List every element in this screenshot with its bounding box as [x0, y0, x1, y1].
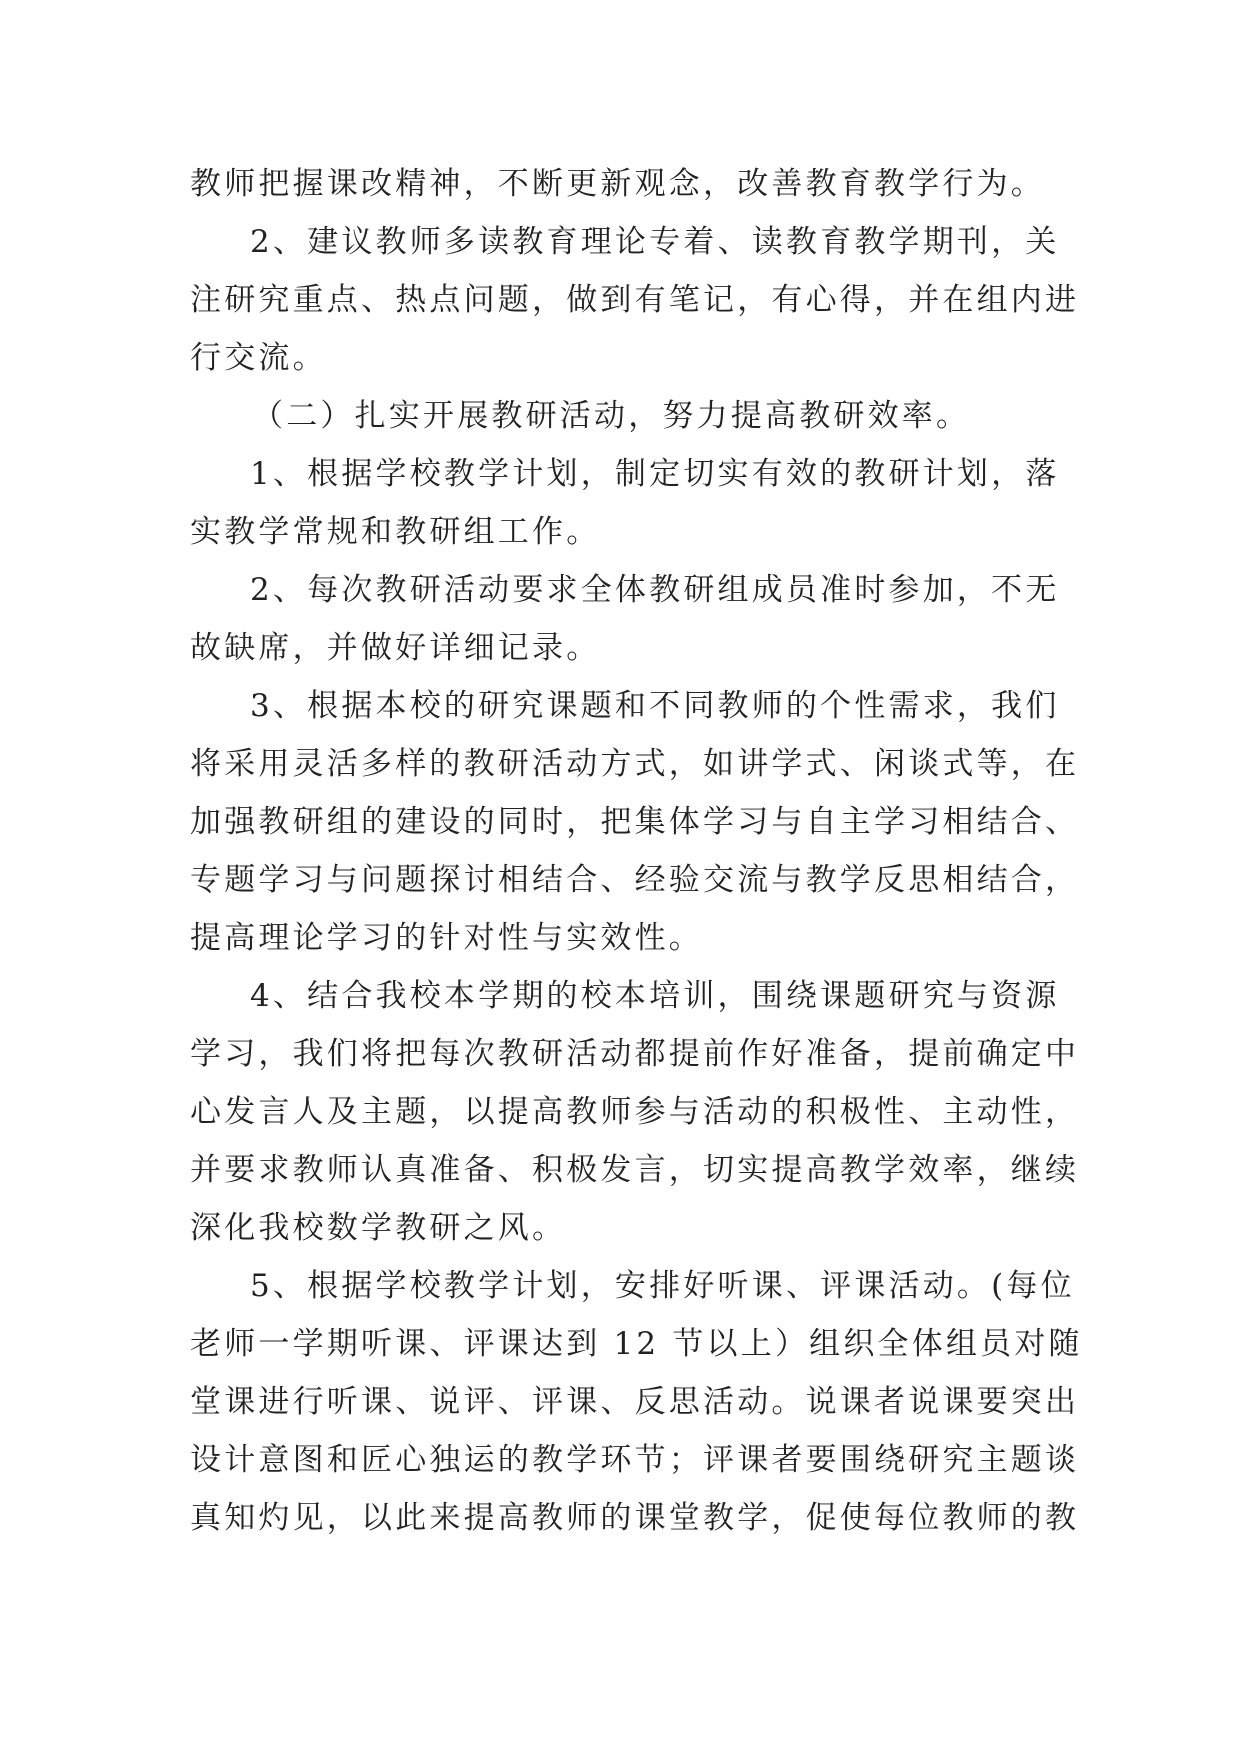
section-heading: （二）扎实开展教研活动，努力提高教研效率。 [252, 398, 971, 434]
document-body [190, 155, 1083, 1547]
text-line: 3、根据本校的研究课题和不同教师的个性需求，我们 [250, 688, 1060, 724]
text-line: 真知灼见，以此来提高教师的课堂教学，促使每位教师的教 [190, 1500, 1080, 1536]
text-line: 5、根据学校教学计划，安排好听课、评课活动。(每位 [250, 1268, 1075, 1304]
text-line: 将采用灵活多样的教研活动方式，如讲学式、闲谈式等，在 [190, 746, 1080, 782]
text-line: 2、每次教研活动要求全体教研组成员准时参加，不无 [250, 572, 1060, 608]
text-line: 并要求教师认真准备、积极发言，切实提高教学效率，继续 [190, 1152, 1080, 1188]
text-line: 深化我校数学教研之风。 [190, 1210, 567, 1246]
text-line: 注研究重点、热点问题，做到有笔记，有心得，并在组内进 [190, 282, 1080, 318]
text-line: 2、建议教师多读教育理论专着、读教育教学期刊，关 [250, 224, 1060, 260]
text-line: 专题学习与问题探讨相结合、经验交流与教学反思相结合， [190, 862, 1080, 898]
text-line: 设计意图和匠心独运的教学环节；评课者要围绕研究主题谈 [190, 1442, 1080, 1478]
text-line: 故缺席，并做好详细记录。 [190, 630, 601, 666]
text-line: 学习，我们将把每次教研活动都提前作好准备，提前确定中 [190, 1036, 1080, 1072]
text-line: 行交流。 [190, 340, 327, 376]
text-line: 教师把握课改精神，不断更新观念，改善教育教学行为。 [190, 166, 1045, 202]
text-line: 堂课进行听课、说评、评课、反思活动。说课者说课要突出 [190, 1384, 1080, 1420]
text-line: 提高理论学习的针对性与实效性。 [190, 920, 703, 956]
text-line: 加强教研组的建设的同时，把集体学习与自主学习相结合、 [190, 804, 1080, 840]
text-line: 实教学常规和教研组工作。 [190, 514, 601, 550]
text-line: 老师一学期听课、评课达到 12 节以上）组织全体组员对随 [190, 1326, 1083, 1362]
text-line: 心发言人及主题，以提高教师参与活动的积极性、主动性， [190, 1094, 1080, 1130]
text-line: 1、根据学校教学计划，制定切实有效的教研计划，落 [250, 456, 1060, 492]
text-line: 4、结合我校本学期的校本培训，围绕课题研究与资源 [250, 978, 1060, 1014]
